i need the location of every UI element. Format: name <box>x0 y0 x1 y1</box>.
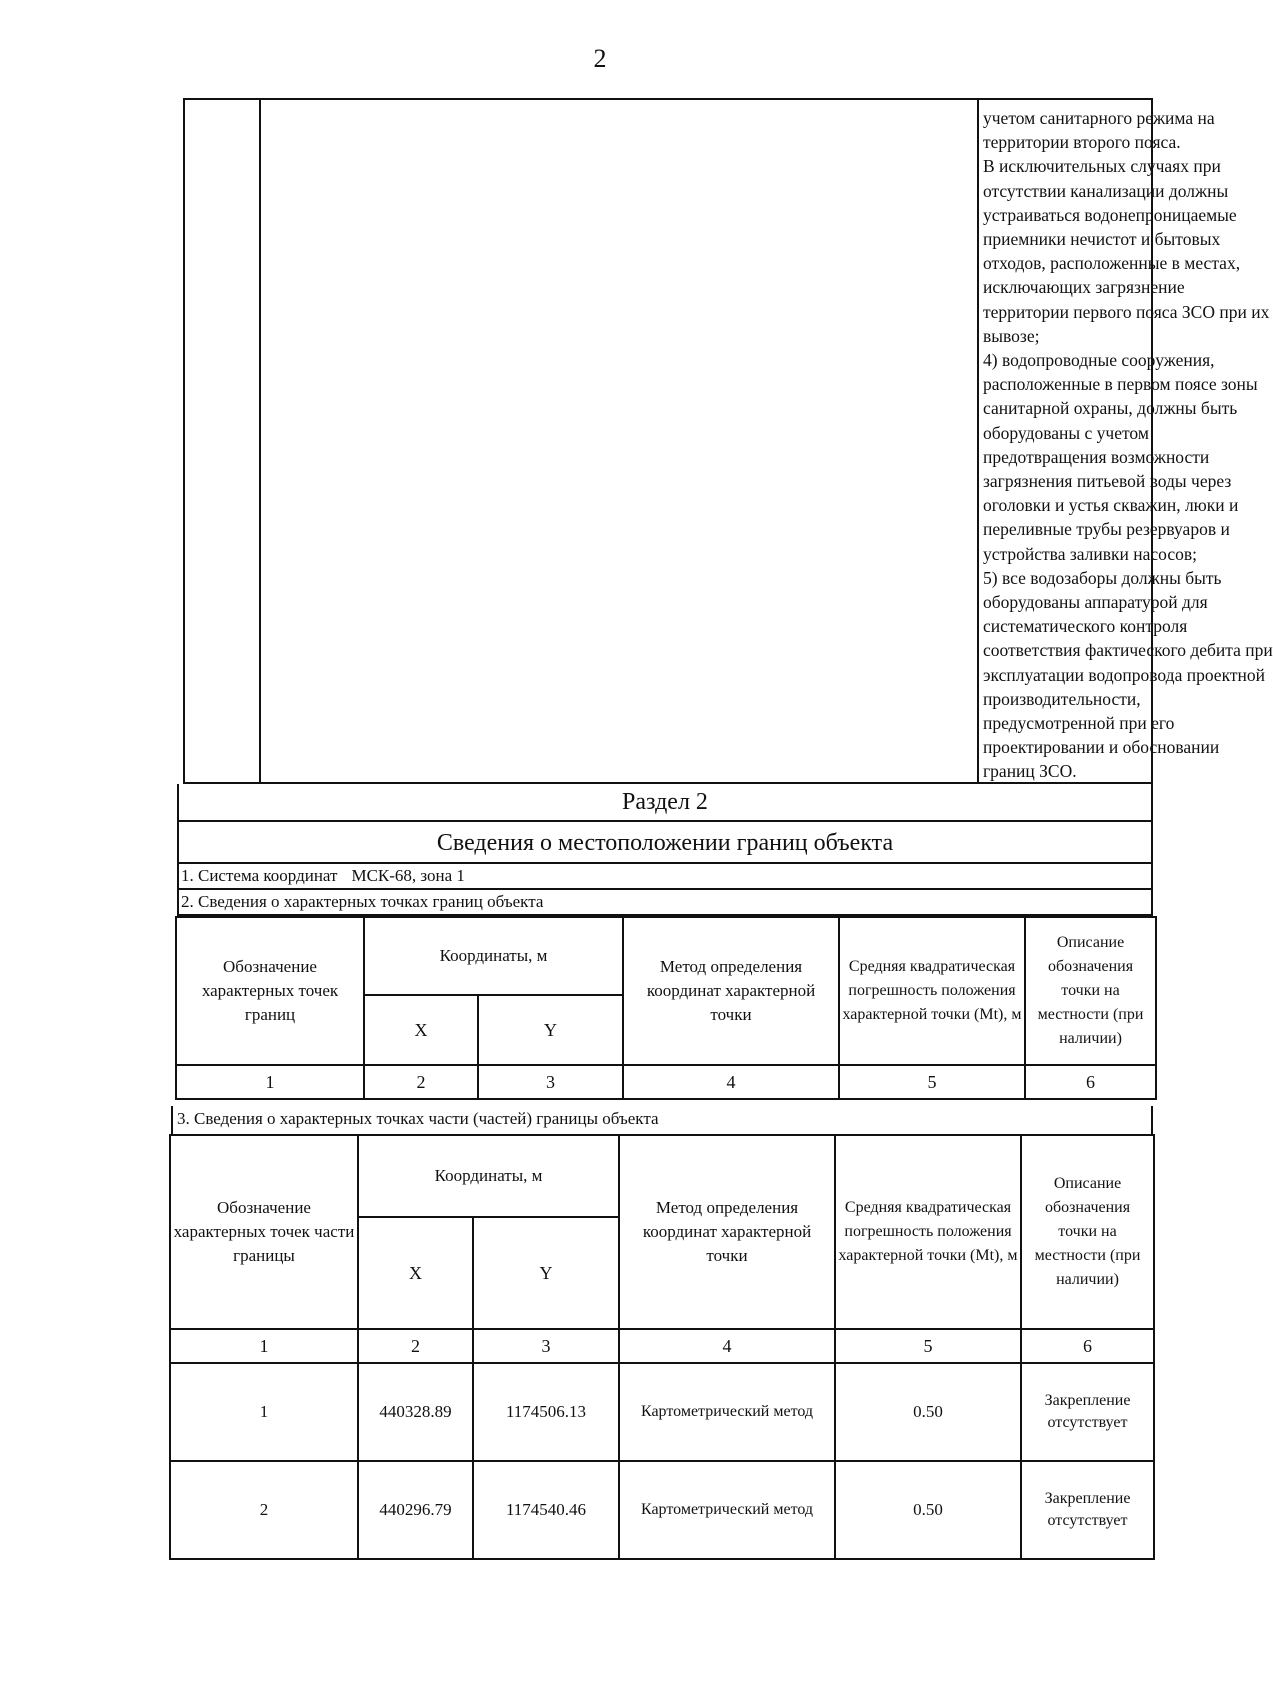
point-id: 2 <box>170 1461 358 1559</box>
point-id: 1 <box>170 1363 358 1461</box>
text-line: расположенные в первом поясе зоны <box>983 374 1258 395</box>
text-line: загрязнения питьевой воды через <box>983 471 1232 492</box>
text-line: 5) все водозаборы должны быть <box>983 567 1222 588</box>
text-line: устраиваться водонепроницаемые <box>983 204 1237 225</box>
column-number: 4 <box>619 1329 835 1363</box>
column-number: 3 <box>473 1329 619 1363</box>
point-y: 1174540.46 <box>473 1461 619 1559</box>
point-error: 0.50 <box>835 1461 1021 1559</box>
point-method: Картометрический метод <box>619 1461 835 1559</box>
text-line: оборудованы с учетом <box>983 422 1149 443</box>
point-description: Закрепление отсутствует <box>1021 1363 1154 1461</box>
header-x: X <box>358 1217 473 1329</box>
column-number: 5 <box>835 1329 1021 1363</box>
coord-system-row <box>179 864 1151 890</box>
text-line: границ ЗСО. <box>983 761 1077 782</box>
header-y: Y <box>473 1217 619 1329</box>
text-line: предотвращения возможности <box>983 446 1210 467</box>
text-line: территории второго пояса. <box>983 132 1181 153</box>
point-y: 1174506.13 <box>473 1363 619 1461</box>
continuation-col-name <box>261 100 979 782</box>
column-number: 6 <box>1025 1065 1156 1099</box>
header-error: Средняя квадратическая погрешность положения характерной точки (Mt), м <box>839 917 1025 1065</box>
text-line: устройства заливки насосов; <box>983 543 1197 564</box>
header-x: X <box>364 995 478 1065</box>
text-line: отходов, расположенные в местах, <box>983 253 1241 274</box>
section-title: Раздел 2 <box>179 784 1151 822</box>
column-number: 1 <box>176 1065 364 1099</box>
text-line: 4) водопроводные сооружения, <box>983 350 1215 371</box>
continuation-col-number <box>185 100 261 782</box>
points-section-title: 2. Сведения о характерных точках границ объекта <box>179 890 1151 916</box>
text-line: проектировании и обосновании <box>983 737 1220 758</box>
column-number: 2 <box>358 1329 473 1363</box>
part-boundary-points-table <box>169 1134 1155 1560</box>
table-row <box>170 1461 1154 1559</box>
header-description: Описание обозначения точки на местности (при наличии) <box>1021 1135 1154 1329</box>
text-line: отсутствии канализации должны <box>983 180 1229 201</box>
text-line: производительности, <box>983 688 1141 709</box>
text-line: оборудованы аппаратурой для <box>983 592 1208 613</box>
text-line: соответствия фактического дебита при <box>983 640 1273 661</box>
section-2-header <box>177 784 1153 916</box>
column-number: 6 <box>1021 1329 1154 1363</box>
coord-system-value: МСК-68, зона 1 <box>351 866 465 885</box>
header-coords: Координаты, м <box>358 1135 619 1217</box>
text-line: вывозе; <box>983 325 1040 346</box>
text-line: предусмотренной при его <box>983 713 1175 734</box>
text-line: территории первого пояса ЗСО при их <box>983 301 1270 322</box>
text-line: приемники нечистот и бытовых <box>983 229 1221 250</box>
point-x: 440328.89 <box>358 1363 473 1461</box>
column-number: 3 <box>478 1065 623 1099</box>
column-number: 2 <box>364 1065 478 1099</box>
point-error: 0.50 <box>835 1363 1021 1461</box>
text-line: эксплуатации водопровода проектной <box>983 664 1265 685</box>
text-line: исключающих загрязнение <box>983 277 1185 298</box>
continuation-text <box>981 106 1273 784</box>
header-y: Y <box>478 995 623 1065</box>
column-number: 1 <box>170 1329 358 1363</box>
page-number: 2 <box>593 44 607 73</box>
text-line: переливные трубы резервуаров и <box>983 519 1230 540</box>
header-error: Средняя квадратическая погрешность положения характерной точки (Mt), м <box>835 1135 1021 1329</box>
text-line: оголовки и устья скважин, люки и <box>983 495 1239 516</box>
text-line: санитарной охраны, должны быть <box>983 398 1238 419</box>
text-line: учетом санитарного режима на <box>983 108 1215 128</box>
boundary-points-table <box>175 916 1157 1100</box>
section-subtitle: Сведения о местоположении границ объекта <box>179 822 1151 864</box>
header-method: Метод определения координат характерной точки <box>619 1135 835 1329</box>
text-line: В исключительных случаях при <box>983 156 1221 177</box>
table-row <box>170 1363 1154 1461</box>
header-method: Метод определения координат характерной точки <box>623 917 839 1065</box>
column-number: 4 <box>623 1065 839 1099</box>
header-designation: Обозначение характерных точек границ <box>176 917 364 1065</box>
coord-system-label: 1. Система координат <box>181 866 338 885</box>
header-coords: Координаты, м <box>364 917 623 995</box>
column-number: 5 <box>839 1065 1025 1099</box>
point-x: 440296.79 <box>358 1461 473 1559</box>
continuation-table <box>183 98 1273 784</box>
text-line: систематического контроля <box>983 616 1188 637</box>
header-designation: Обозначение характерных точек части границы <box>170 1135 358 1329</box>
point-method: Картометрический метод <box>619 1363 835 1461</box>
parts-section-title: 3. Сведения о характерных точках части (частей) границы объекта <box>171 1106 1153 1134</box>
header-description: Описание обозначения точки на местности (при наличии) <box>1025 917 1156 1065</box>
point-description: Закрепление отсутствует <box>1021 1461 1154 1559</box>
